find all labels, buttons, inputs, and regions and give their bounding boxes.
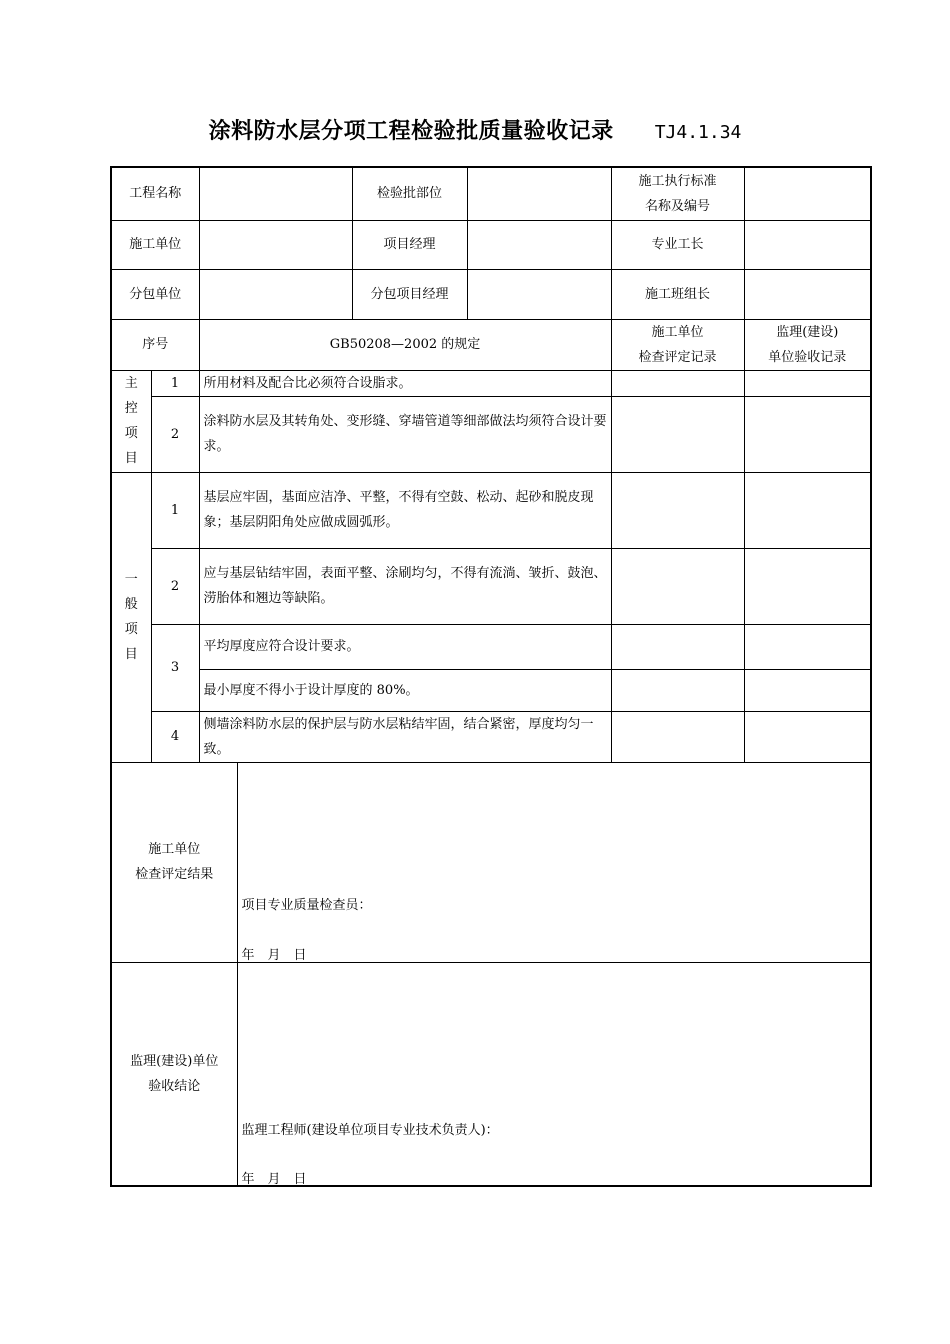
general-item-contractor-record[interactable] bbox=[611, 669, 744, 711]
supervisor-result-label-line2: 验收结论 bbox=[148, 1078, 201, 1094]
supervisor-check-header bbox=[744, 319, 871, 370]
sub-manager-label: 分包项目经理 bbox=[352, 269, 467, 319]
project-name-label: 工程名称 bbox=[111, 167, 199, 220]
inspection-part-value[interactable] bbox=[467, 167, 611, 220]
form-code: TJ4.1.34 bbox=[654, 122, 742, 143]
main-item-supervisor-record[interactable] bbox=[744, 370, 871, 396]
supervisor-date: 年 月 日 bbox=[241, 1171, 307, 1187]
standard-value[interactable] bbox=[744, 167, 871, 220]
main-item-text: 涂料防水层及其转角处、变形缝、穿墙管道等细部做法均须符合设计要求。 bbox=[199, 396, 611, 472]
supervisor-result-label bbox=[111, 962, 237, 1186]
general-item-supervisor-record[interactable] bbox=[744, 711, 871, 762]
contractor-check-header bbox=[611, 319, 744, 370]
main-items-char: 控 bbox=[124, 401, 138, 416]
project-name-value[interactable] bbox=[199, 167, 352, 220]
general-item-text: 应与基层钻结牢固，表面平整、涂刷均匀，不得有流淌、皱折、鼓泡、涝胎体和翘边等缺陷。 bbox=[199, 548, 611, 624]
supervising-engineer-label: 监理工程师(建设单位项目专业技术负责人)： bbox=[241, 1122, 499, 1138]
contractor-result-area[interactable] bbox=[237, 762, 871, 962]
main-item-text: 所用材料及配合比必须符合设脂求。 bbox=[199, 370, 611, 396]
general-items-char: 一 bbox=[124, 572, 138, 587]
subcontractor-label: 分包单位 bbox=[111, 269, 199, 319]
general-item-supervisor-record[interactable] bbox=[744, 669, 871, 711]
main-items-char: 项 bbox=[124, 426, 138, 441]
supervisor-check-line2: 单位验收记录 bbox=[768, 349, 847, 365]
seq-header: 序号 bbox=[111, 319, 199, 370]
project-manager-value[interactable] bbox=[467, 220, 611, 269]
standard-label-line1: 施工执行标准 bbox=[638, 173, 717, 189]
main-items-char: 主 bbox=[124, 376, 138, 391]
general-items-char: 目 bbox=[124, 647, 138, 662]
supervisor-result-label-line1: 监理(建设)单位 bbox=[130, 1053, 219, 1069]
spec-header: GB50208—2002 的规定 bbox=[199, 319, 611, 370]
project-manager-label: 项目经理 bbox=[352, 220, 467, 269]
general-item-contractor-record[interactable] bbox=[611, 624, 744, 669]
supervisor-result-area[interactable] bbox=[237, 962, 871, 1186]
contractor-label: 施工单位 bbox=[111, 220, 199, 269]
subcontractor-value[interactable] bbox=[199, 269, 352, 319]
team-leader-value[interactable] bbox=[744, 269, 871, 319]
general-item-supervisor-record[interactable] bbox=[744, 472, 871, 548]
contractor-check-line1: 施工单位 bbox=[651, 324, 704, 340]
main-item-no: 1 bbox=[151, 370, 199, 396]
standard-label bbox=[611, 167, 744, 220]
contractor-result-label-line1: 施工单位 bbox=[148, 842, 201, 857]
sub-manager-value[interactable] bbox=[467, 269, 611, 319]
general-items-char: 般 bbox=[124, 597, 138, 612]
contractor-result-label-line2: 检查评定结果 bbox=[135, 867, 214, 882]
inspection-part-label: 检验批部位 bbox=[352, 167, 467, 220]
quality-inspector-label: 项目专业质量检查员： bbox=[241, 897, 372, 913]
contractor-check-line2: 检查评定记录 bbox=[638, 349, 717, 365]
general-items-label bbox=[111, 472, 151, 762]
main-item-contractor-record[interactable] bbox=[611, 396, 744, 472]
document-title bbox=[0, 114, 950, 145]
general-item-text: 侧墙涂料防水层的保护层与防水层粘结牢固，结合紧密，厚度均匀一致。 bbox=[199, 711, 611, 762]
general-item-text: 基层应牢固，基面应洁净、平整，不得有空鼓、松动、起砂和脱皮现象；基层阴阳角处应做成圆弧形。 bbox=[199, 472, 611, 548]
foreman-value[interactable] bbox=[744, 220, 871, 269]
contractor-result-label bbox=[111, 762, 237, 962]
main-item-supervisor-record[interactable] bbox=[744, 396, 871, 472]
supervisor-check-line1: 监理(建设) bbox=[776, 324, 839, 340]
standard-label-line2: 名称及编号 bbox=[645, 198, 711, 214]
general-item-contractor-record[interactable] bbox=[611, 548, 744, 624]
contractor-value[interactable] bbox=[199, 220, 352, 269]
general-item-supervisor-record[interactable] bbox=[744, 548, 871, 624]
main-items-label bbox=[111, 370, 151, 472]
team-leader-label: 施工班组长 bbox=[611, 269, 744, 319]
general-item-no: 3 bbox=[151, 624, 199, 711]
main-item-no: 2 bbox=[151, 396, 199, 472]
foreman-label: 专业工长 bbox=[611, 220, 744, 269]
general-items-char: 项 bbox=[124, 622, 138, 637]
general-item-no: 2 bbox=[151, 548, 199, 624]
main-item-contractor-record[interactable] bbox=[611, 370, 744, 396]
main-items-char: 目 bbox=[124, 451, 138, 466]
general-item-supervisor-record[interactable] bbox=[744, 624, 871, 669]
general-item-contractor-record[interactable] bbox=[611, 711, 744, 762]
general-item-no: 1 bbox=[151, 472, 199, 548]
contractor-date: 年 月 日 bbox=[241, 947, 307, 963]
general-item-text: 平均厚度应符合设计要求。 bbox=[199, 624, 611, 669]
general-item-no: 4 bbox=[151, 711, 199, 762]
general-item-contractor-record[interactable] bbox=[611, 472, 744, 548]
general-item-text: 最小厚度不得小于设计厚度的 80%。 bbox=[199, 669, 611, 711]
inspection-record-table bbox=[110, 166, 872, 1187]
form-title: 涂料防水层分项工程检验批质量验收记录 bbox=[208, 119, 614, 144]
